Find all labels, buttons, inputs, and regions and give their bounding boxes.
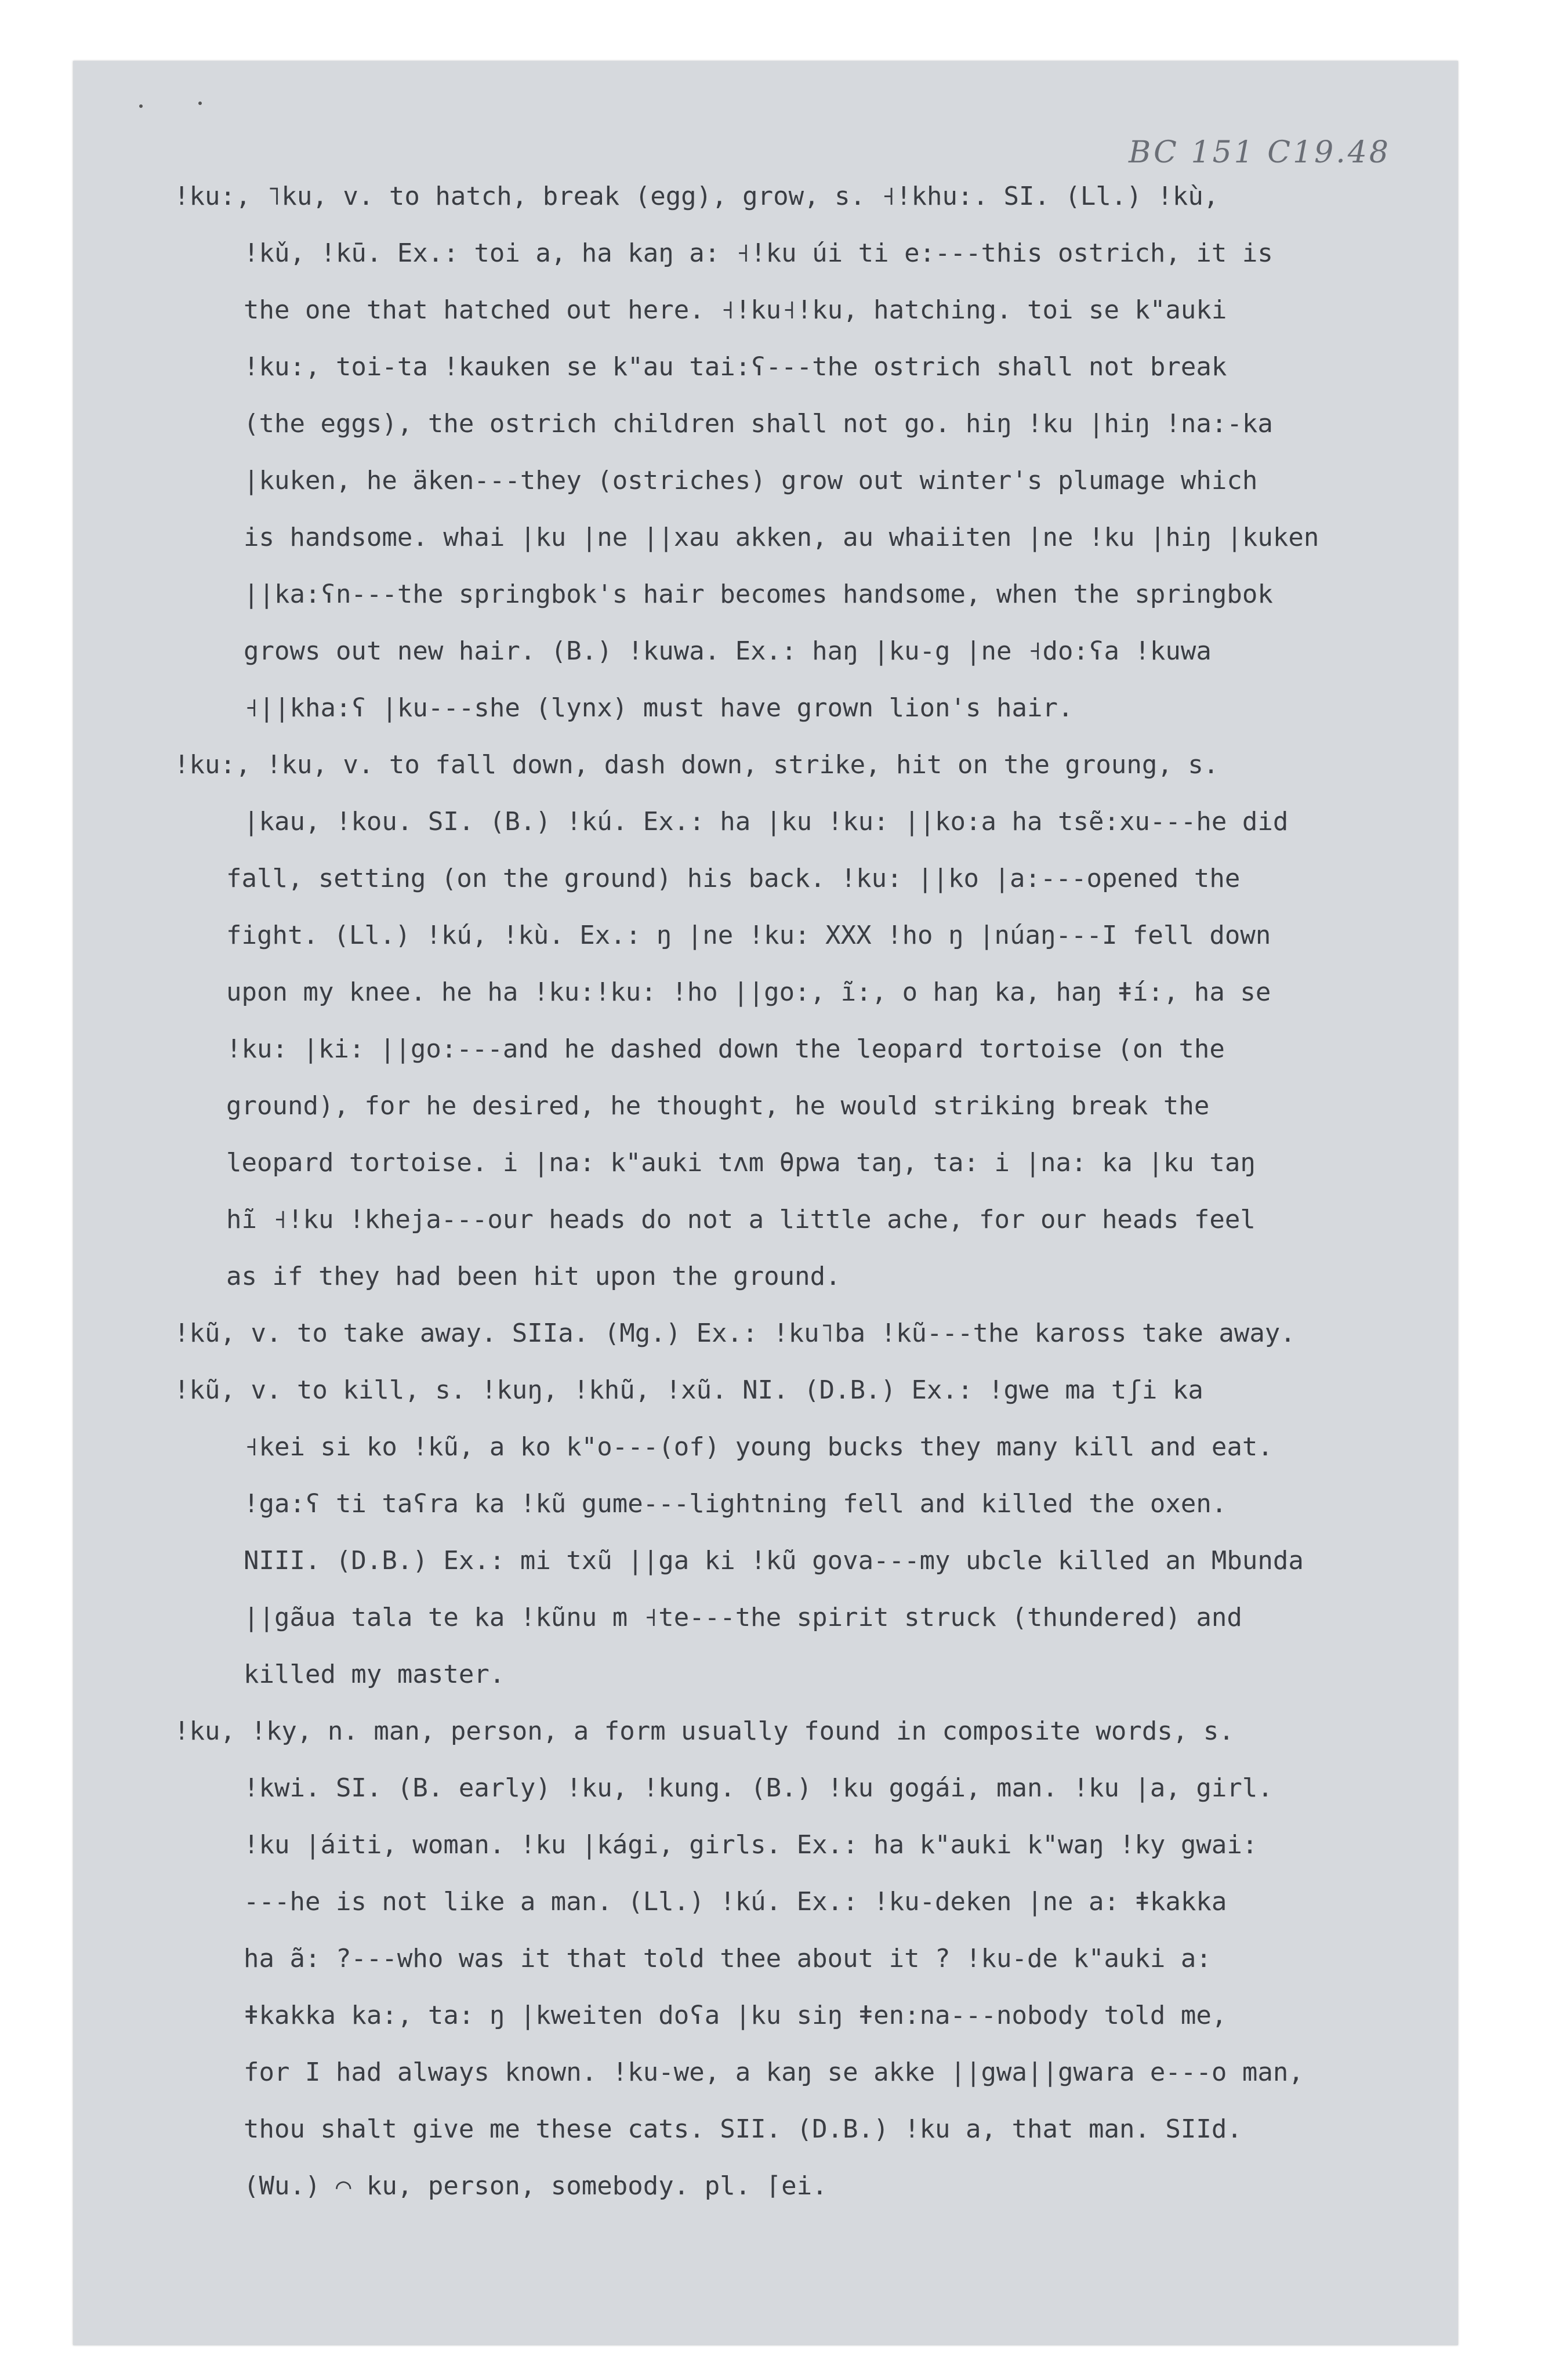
dictionary-text — [174, 168, 1461, 2215]
entry-line: !ku |áiti, woman. !ku |kági, girls. Ex.: ha k"auki k"waŋ !ky gwai: — [244, 1830, 1258, 1860]
entry-line: upon my knee. he ha !ku:!ku: !ho ||go:, ĩ:, o haŋ ka, haŋ ǂí:, ha se — [226, 977, 1271, 1007]
entry-line: thou shalt give me these cats. SII. (D.B.) !ku a, that man. SIId. — [244, 2114, 1242, 2144]
entry-line: |kau, !kou. SI. (B.) !kú. Ex.: ha |ku !ku: ||ko:a ha tsẽ:xu---he did — [244, 807, 1289, 836]
entry-line: !ku:, toi-ta !kauken se k"au tai:ʕ---the ostrich shall not break — [244, 352, 1227, 382]
entry-line: fight. (Ll.) !kú, !kù. Ex.: ŋ |ne !ku: XXX !ho ŋ |núaŋ---I fell down — [226, 921, 1271, 950]
entry-line: ha ã: ?---who was it that told thee about it ? !ku-de k"auki a: — [244, 1944, 1212, 1973]
dictionary-entry-hatch — [174, 168, 1461, 737]
paper-speck — [139, 104, 143, 108]
dictionary-entry-fall-down — [174, 737, 1461, 1305]
entry-line: killed my master. — [244, 1660, 505, 1689]
entry-line: (the eggs), the ostrich children shall not go. hiŋ !ku |hiŋ !na:-ka — [244, 409, 1273, 439]
entry-line: ˧kei si ko !kũ, a ko k"o---(of) young bucks they many kill and eat. — [244, 1432, 1273, 1462]
dictionary-entry-kill — [174, 1362, 1461, 1703]
entry-line: for I had always known. !ku-we, a kaŋ se akke ||gwa||gwara e---o man, — [244, 2057, 1304, 2087]
entry-line: !ku, !ky, n. man, person, a form usually found in composite words, s. — [174, 1716, 1234, 1746]
entry-line: ǂkakka ka:, ta: ŋ |kweiten doʕa |ku siŋ ǂen:na---nobody told me, — [244, 2001, 1227, 2030]
entry-line: !kũ, v. to take away. SIIa. (Mg.) Ex.: !ku˥ba !kũ---the kaross take away. — [174, 1318, 1296, 1348]
entry-line: ---he is not like a man. (Ll.) !kú. Ex.: !ku-deken |ne a: ǂkakka — [244, 1887, 1227, 1917]
entry-line: as if they had been hit upon the ground. — [226, 1262, 841, 1291]
entry-line: grows out new hair. (B.) !kuwa. Ex.: haŋ |ku-g |ne ˧do:ʕa !kuwa — [244, 636, 1212, 666]
entry-line: ||ka:ʕn---the springbok's hair becomes handsome, when the springbok — [244, 579, 1273, 609]
entry-line: !kǔ, !kū. Ex.: toi a, ha kaŋ a: ˧!ku úi ti e:---this ostrich, it is — [244, 238, 1273, 268]
entry-line: !ku:, !ku, v. to fall down, dash down, strike, hit on the groung, s. — [174, 750, 1219, 780]
paper-speck — [198, 102, 202, 105]
catalogue-annotation: BC 151 C19.48 — [1129, 135, 1391, 170]
entry-line: leopard tortoise. i |na: k"auki tʌm θpwa taŋ, ta: i |na: ka |ku taŋ — [226, 1148, 1256, 1178]
entry-line: |kuken, he äken---they (ostriches) grow out winter's plumage which — [244, 466, 1258, 495]
entry-line: !kwi. SI. (B. early) !ku, !kung. (B.) !ku gogái, man. !ku |a, girl. — [244, 1773, 1273, 1803]
dictionary-entry-take-away — [174, 1305, 1461, 1362]
entry-line: fall, setting (on the ground) his back. !ku: ||ko |a:---opened the — [226, 864, 1241, 893]
entry-line: is handsome. whai |ku |ne ||xau akken, au whaiiten |ne !ku |hiŋ |kuken — [244, 523, 1319, 552]
entry-line: !kũ, v. to kill, s. !kuŋ, !khũ, !xũ. NI. (D.B.) Ex.: !gwe ma tʃi ka — [174, 1375, 1203, 1405]
entry-line: ground), for he desired, he thought, he would striking break the — [226, 1091, 1210, 1121]
entry-line: !ku:, ˥ku, v. to hatch, break (egg), grow, s. ˧!khu:. SI. (Ll.) !kù, — [174, 182, 1219, 211]
entry-line: !ga:ʕ ti taʕra ka !kũ gume---lightning fell and killed the oxen. — [244, 1489, 1227, 1519]
dictionary-entry-man — [174, 1703, 1461, 2215]
entry-line: !ku: |ki: ||go:---and he dashed down the leopard tortoise (on the — [226, 1034, 1225, 1064]
entry-line: ||gãua tala te ka !kũnu m ˧te---the spirit struck (thundered) and — [244, 1603, 1242, 1632]
entry-line: the one that hatched out here. ˧!ku˧!ku, hatching. toi se k"auki — [244, 295, 1227, 325]
entry-line: NIII. (D.B.) Ex.: mi txũ ||ga ki !kũ gova---my ubcle killed an Mbunda — [244, 1546, 1304, 1575]
entry-line: hĩ ˧!ku !kheja---our heads do not a little ache, for our heads feel — [226, 1205, 1256, 1234]
entry-line: ˧||kha:ʕ |ku---she (lynx) must have grown lion's hair. — [244, 693, 1073, 723]
entry-line: (Wu.) ⌒ ku, person, somebody. pl. ⌈ei. — [244, 2171, 828, 2201]
